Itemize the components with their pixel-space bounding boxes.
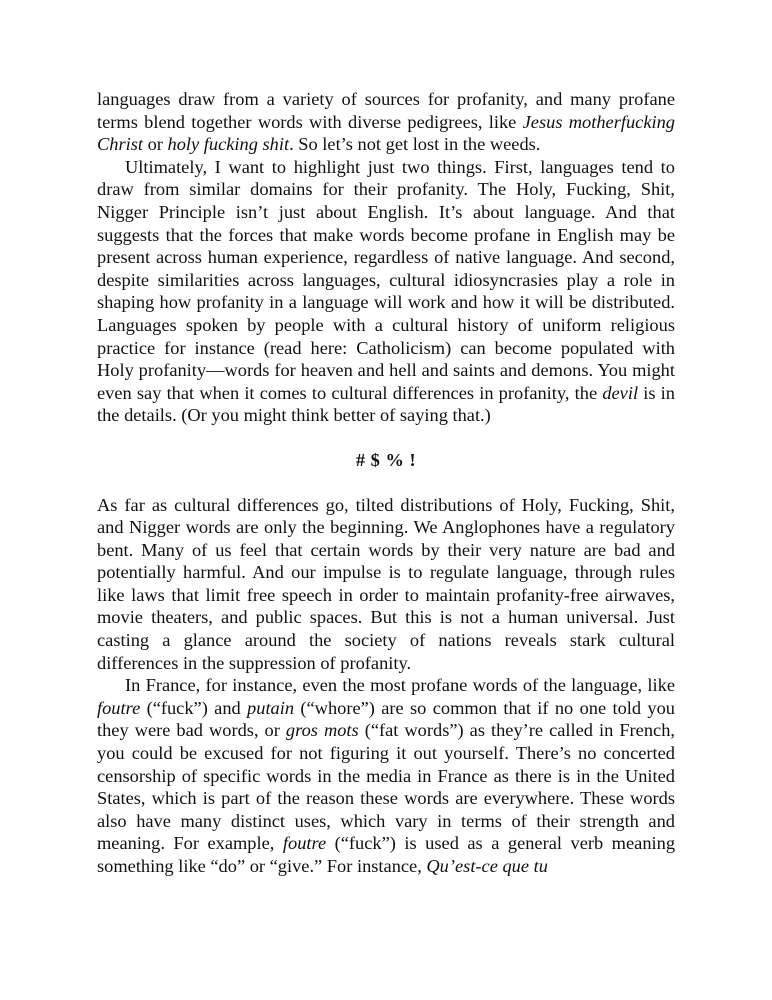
text-run: . So let’s not get lost in the weeds. bbox=[289, 134, 541, 155]
italic-text: putain bbox=[247, 697, 295, 718]
italic-text: gros mots bbox=[285, 720, 359, 741]
text-run: In France, for instance, even the most profane words of the language, like bbox=[125, 675, 675, 696]
text-run: languages draw from a variety of sources for profanity, and many profane terms blend together words with diverse pedigrees, like bbox=[97, 89, 675, 132]
paragraph bbox=[97, 494, 675, 675]
paragraph bbox=[97, 156, 675, 427]
italic-text: foutre bbox=[282, 833, 327, 854]
body-text-after-break bbox=[97, 494, 675, 878]
text-run: (“fuck”) is used as a general verb meaning something like “do” or “give.” For instance, bbox=[97, 833, 676, 876]
book-page bbox=[97, 88, 675, 878]
italic-text: devil bbox=[602, 382, 639, 403]
italic-text: holy fucking shit bbox=[167, 134, 290, 155]
italic-text: foutre bbox=[97, 697, 141, 718]
text-run: (“fat words”) as they’re called in French, you could be excused for not figuring it out yourself. There’s no concerted censorship of specific words in the media in France as there is in the United States, which is part of the reason these words are everywhere. These words also have many distinct uses, which vary in terms of their strength and meaning. For example, bbox=[97, 720, 675, 854]
text-run: or bbox=[143, 134, 168, 155]
body-text-before-break bbox=[97, 88, 675, 427]
text-run: is in the details. (Or you might think better of saying that.) bbox=[97, 382, 675, 426]
text-run: (“whore”) are so common that if no one told you they were bad words, or bbox=[97, 697, 675, 741]
text-run: Ultimately, I want to highlight just two things. First, languages tend to draw from similar domains for their profanity. The Holy, Fucking, Shit, Nigger Principle isn’t just about English. It’s about language. And that suggests that the forces that make words become profane in English may be present across human experience, regardless of native language. And second, despite similarities across languages, cultural idiosyncrasies play a role in shaping how profanity in a language will work and how it will be distributed. Languages spoken by people with a cultural history of uniform religious practice for instance (read here: Catholicism) can become populated with Holy profanity—words for heaven and hell and saints and demons. You might even say that when it comes to cultural differences in profanity, the bbox=[97, 156, 675, 403]
text-run: (“fuck”) and bbox=[140, 697, 248, 718]
paragraph bbox=[97, 674, 675, 877]
italic-text: Jesus motherfucking Christ bbox=[97, 111, 675, 155]
section-break-symbols: # $ % ! bbox=[355, 449, 417, 470]
paragraph bbox=[97, 88, 675, 156]
text-run: As far as cultural differences go, tilted distributions of Holy, Fucking, Shit, and Nigger words are only the beginning. We Anglophones have a regulatory bent. Many of us feel that certain words by their very nature are bad and potentially harmful. And our impulse is to regulate language, through rules like laws that limit free speech in order to maintain profanity-free airwaves, movie theaters, and public spaces. But this is not a human universal. Just casting a glance around the society of nations reveals stark cultural differences in the suppression of profanity. bbox=[97, 494, 675, 673]
italic-text: Qu’est-ce que tu bbox=[426, 856, 548, 876]
